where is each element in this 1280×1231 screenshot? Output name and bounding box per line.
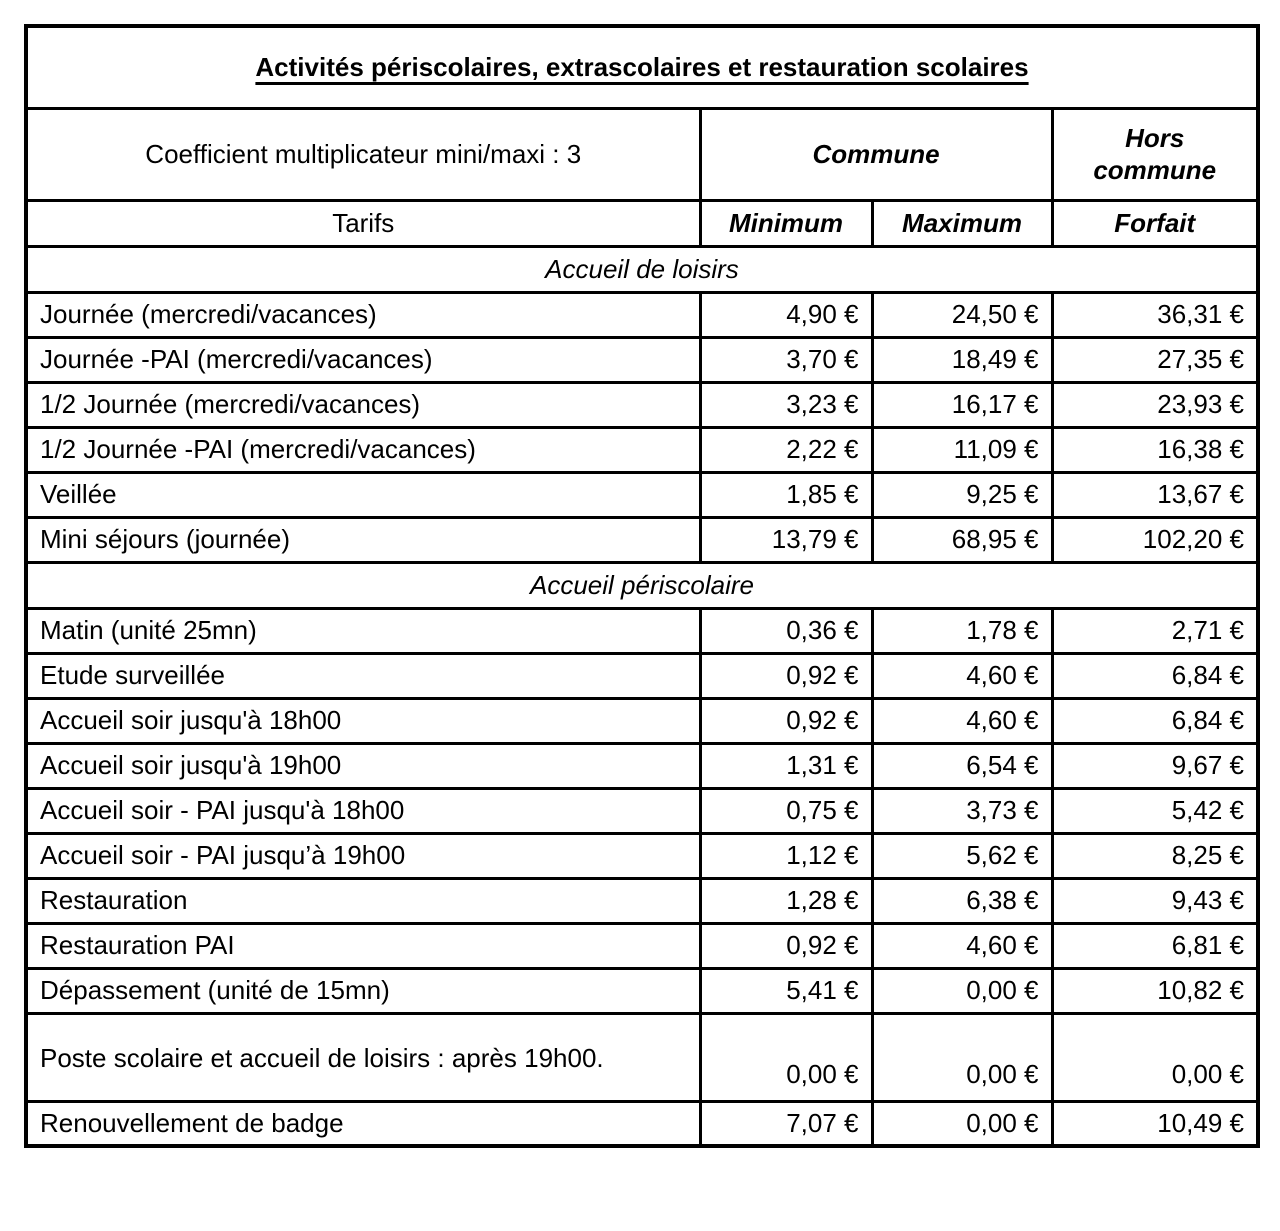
table-row	[26, 653, 1258, 698]
forfait-value: 23,93 €	[1052, 382, 1258, 427]
min-value: 13,79 €	[700, 517, 872, 562]
forfait-value: 13,67 €	[1052, 472, 1258, 517]
row-label: Dépassement (unité de 15mn)	[26, 968, 700, 1013]
table-title-text: Activités périscolaires, extrascolaires et restauration scolaires	[255, 52, 1029, 82]
max-value: 24,50 €	[872, 292, 1052, 337]
row-label: Accueil soir jusqu'à 18h00	[26, 698, 700, 743]
max-value: 4,60 €	[872, 698, 1052, 743]
section-header-row	[26, 246, 1258, 292]
min-value: 4,90 €	[700, 292, 872, 337]
max-value: 6,54 €	[872, 743, 1052, 788]
min-value: 0,00 €	[700, 1013, 872, 1101]
forfait-value: 2,71 €	[1052, 608, 1258, 653]
row-label: Poste scolaire et accueil de loisirs : après 19h00.	[26, 1013, 700, 1101]
section-title: Accueil périscolaire	[26, 562, 1258, 608]
row-label: Etude surveillée	[26, 653, 700, 698]
title-row	[26, 26, 1258, 108]
column-header-maximum: Maximum	[872, 200, 1052, 246]
row-label: 1/2 Journée (mercredi/vacances)	[26, 382, 700, 427]
table-row	[26, 1101, 1258, 1146]
row-label: Veillée	[26, 472, 700, 517]
table-row	[26, 337, 1258, 382]
forfait-value: 5,42 €	[1052, 788, 1258, 833]
table-row	[26, 427, 1258, 472]
column-group-commune: Commune	[700, 108, 1052, 200]
row-label: Journée -PAI (mercredi/vacances)	[26, 337, 700, 382]
table-row	[26, 472, 1258, 517]
coefficient-label: Coefficient multiplicateur mini/maxi : 3	[26, 108, 700, 200]
table-title	[26, 26, 1258, 108]
table-row	[26, 608, 1258, 653]
max-value: 4,60 €	[872, 653, 1052, 698]
max-value: 68,95 €	[872, 517, 1052, 562]
section-header-row	[26, 562, 1258, 608]
row-label: 1/2 Journée -PAI (mercredi/vacances)	[26, 427, 700, 472]
tariff-table	[24, 24, 1260, 1148]
min-value: 3,70 €	[700, 337, 872, 382]
row-label: Accueil soir jusqu'à 19h00	[26, 743, 700, 788]
max-value: 4,60 €	[872, 923, 1052, 968]
row-label: Renouvellement de badge	[26, 1101, 700, 1146]
row-label: Restauration PAI	[26, 923, 700, 968]
table-row	[26, 923, 1258, 968]
table-row	[26, 292, 1258, 337]
forfait-value: 16,38 €	[1052, 427, 1258, 472]
min-value: 0,92 €	[700, 698, 872, 743]
row-label: Accueil soir - PAI jusqu’à 19h00	[26, 833, 700, 878]
forfait-value: 6,84 €	[1052, 698, 1258, 743]
min-value: 0,92 €	[700, 923, 872, 968]
table-row	[26, 878, 1258, 923]
max-value: 16,17 €	[872, 382, 1052, 427]
max-value: 3,73 €	[872, 788, 1052, 833]
max-value: 0,00 €	[872, 968, 1052, 1013]
table-row	[26, 698, 1258, 743]
max-value: 11,09 €	[872, 427, 1052, 472]
forfait-value: 6,84 €	[1052, 653, 1258, 698]
row-label: Restauration	[26, 878, 700, 923]
max-value: 6,38 €	[872, 878, 1052, 923]
max-value: 1,78 €	[872, 608, 1052, 653]
min-value: 7,07 €	[700, 1101, 872, 1146]
min-value: 1,31 €	[700, 743, 872, 788]
column-header-tarifs: Tarifs	[26, 200, 700, 246]
header-row-groups	[26, 108, 1258, 200]
row-label: Matin (unité 25mn)	[26, 608, 700, 653]
forfait-value: 8,25 €	[1052, 833, 1258, 878]
column-group-hors-commune: Hors commune	[1052, 108, 1258, 200]
column-header-forfait: Forfait	[1052, 200, 1258, 246]
table-row	[26, 968, 1258, 1013]
max-value: 9,25 €	[872, 472, 1052, 517]
forfait-value: 10,49 €	[1052, 1101, 1258, 1146]
min-value: 0,75 €	[700, 788, 872, 833]
min-value: 3,23 €	[700, 382, 872, 427]
row-label: Journée (mercredi/vacances)	[26, 292, 700, 337]
row-label: Mini séjours (journée)	[26, 517, 700, 562]
min-value: 1,85 €	[700, 472, 872, 517]
forfait-value: 9,43 €	[1052, 878, 1258, 923]
table-row	[26, 382, 1258, 427]
forfait-value: 10,82 €	[1052, 968, 1258, 1013]
column-header-minimum: Minimum	[700, 200, 872, 246]
min-value: 2,22 €	[700, 427, 872, 472]
row-label: Accueil soir - PAI jusqu'à 18h00	[26, 788, 700, 833]
forfait-value: 27,35 €	[1052, 337, 1258, 382]
section-title: Accueil de loisirs	[26, 246, 1258, 292]
forfait-value: 9,67 €	[1052, 743, 1258, 788]
max-value: 0,00 €	[872, 1101, 1052, 1146]
min-value: 1,28 €	[700, 878, 872, 923]
min-value: 0,92 €	[700, 653, 872, 698]
table-row	[26, 743, 1258, 788]
max-value: 5,62 €	[872, 833, 1052, 878]
forfait-value: 6,81 €	[1052, 923, 1258, 968]
min-value: 0,36 €	[700, 608, 872, 653]
table-row	[26, 1013, 1258, 1101]
table-row	[26, 517, 1258, 562]
header-row-columns	[26, 200, 1258, 246]
max-value: 18,49 €	[872, 337, 1052, 382]
table-row	[26, 833, 1258, 878]
min-value: 5,41 €	[700, 968, 872, 1013]
min-value: 1,12 €	[700, 833, 872, 878]
forfait-value: 36,31 €	[1052, 292, 1258, 337]
forfait-value: 0,00 €	[1052, 1013, 1258, 1101]
table-row	[26, 788, 1258, 833]
max-value: 0,00 €	[872, 1013, 1052, 1101]
forfait-value: 102,20 €	[1052, 517, 1258, 562]
